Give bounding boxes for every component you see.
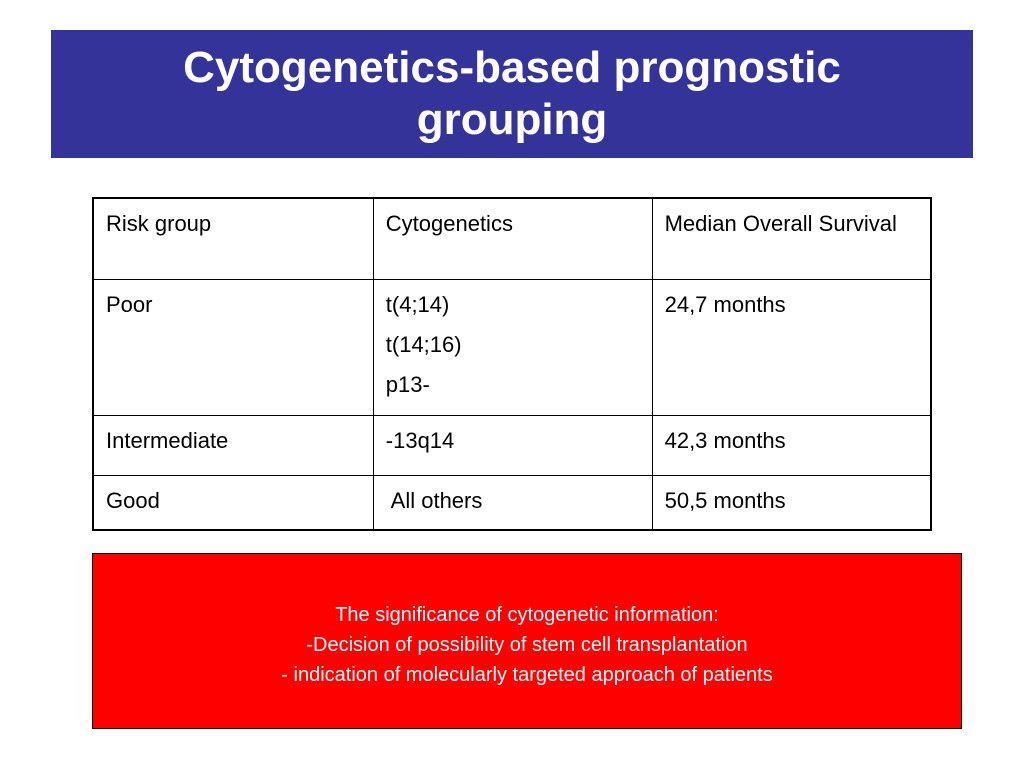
- note-line: - indication of molecularly targeted approach of patients: [281, 664, 773, 686]
- table-row: [93, 279, 931, 415]
- cytogenetics-cell: All others: [373, 475, 652, 530]
- header-risk-group: Risk group: [93, 198, 373, 279]
- significance-note-box: [92, 553, 962, 729]
- note-line: -Decision of possibility of stem cell transplantation: [306, 634, 748, 656]
- header-median-overall-survival: Median Overall Survival: [652, 198, 931, 279]
- table-header-row: [93, 198, 931, 279]
- cytogenetics-cell: -13q14: [373, 415, 652, 475]
- cytogenetic-item: t(14;16): [385, 331, 462, 357]
- title-bar: [51, 30, 973, 158]
- survival-cell: 24,7 months: [652, 279, 931, 415]
- risk-group-cell: Good: [93, 475, 373, 530]
- risk-group-cell: Intermediate: [93, 415, 373, 475]
- risk-group-table: [92, 197, 932, 531]
- table-row: [93, 415, 931, 475]
- survival-cell: 42,3 months: [652, 415, 931, 475]
- note-heading: The significance of cytogenetic information:: [335, 604, 719, 626]
- risk-group-cell: Poor: [93, 279, 373, 415]
- survival-cell: 50,5 months: [652, 475, 931, 530]
- cytogenetic-item: p13-: [385, 371, 430, 397]
- header-cytogenetics: Cytogenetics: [373, 198, 652, 279]
- cytogenetic-item: t(4;14): [385, 291, 450, 317]
- cytogenetics-cell: [373, 279, 652, 415]
- slide-title: Cytogenetics-based prognostic grouping: [183, 43, 841, 144]
- table-row: [93, 475, 931, 530]
